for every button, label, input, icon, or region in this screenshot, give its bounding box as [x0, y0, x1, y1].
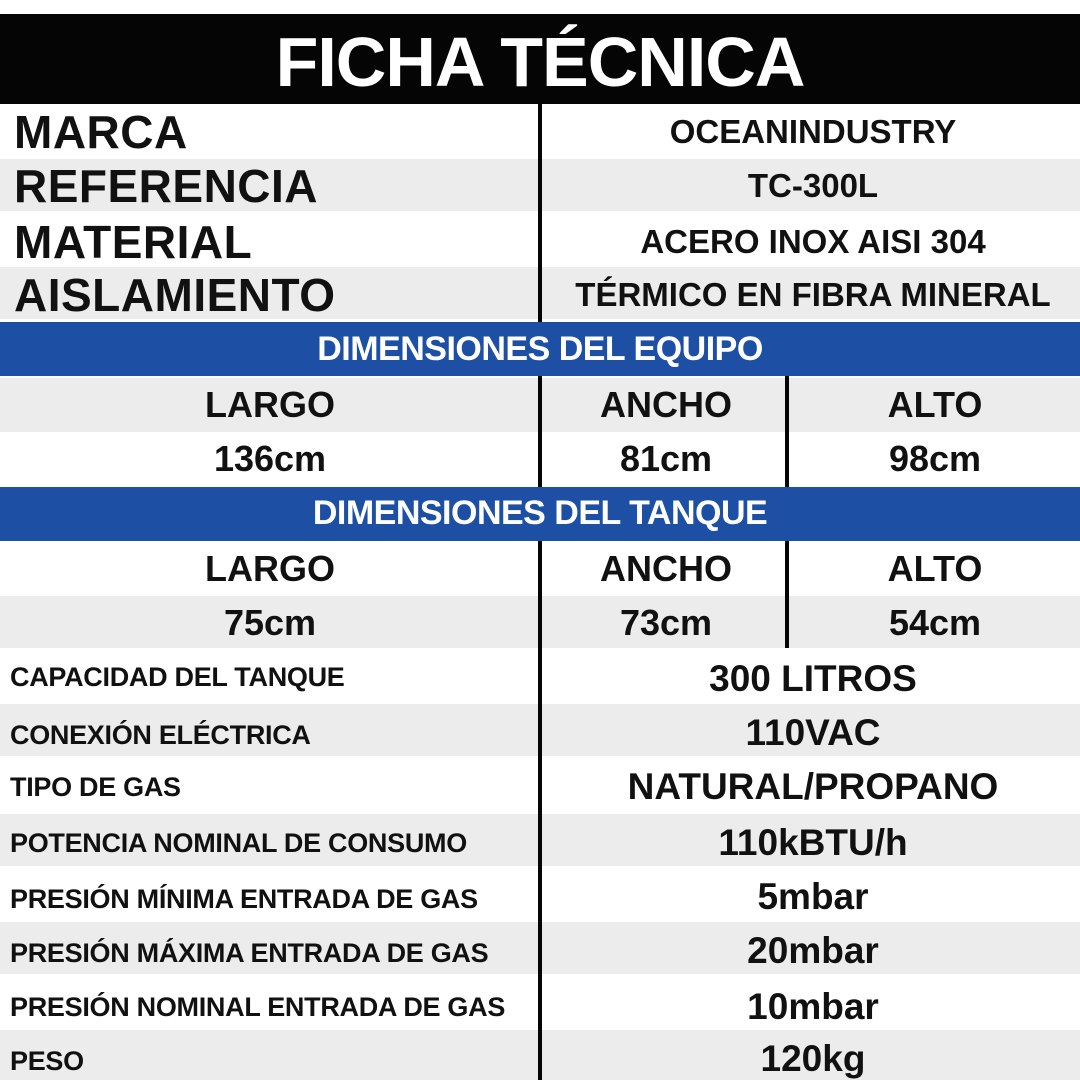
spec-label-conexion: CONEXIÓN ELÉCTRICA [10, 720, 311, 750]
tanque-header-largo: LARGO [205, 548, 335, 589]
spec-value-material: ACERO INOX AISI 304 [640, 223, 986, 260]
spec-value-presion-minima: 5mbar [757, 876, 869, 917]
spec-value-marca: OCEANINDUSTRY [669, 113, 957, 150]
column-divider [538, 541, 542, 1080]
tanque-value-alto: 54cm [888, 602, 982, 643]
spec-label-peso: PESO [10, 1046, 84, 1076]
spec-value-capacidad: 300 LITROS [709, 658, 917, 699]
spec-label-capacidad: CAPACIDAD DEL TANQUE [10, 662, 345, 692]
spec-value-referencia: TC-300L [747, 167, 879, 204]
spec-label-tipo-gas: TIPO DE GAS [10, 772, 181, 802]
equipo-header-largo: LARGO [205, 384, 335, 425]
equipo-header-ancho: ANCHO [600, 384, 732, 425]
page-title: FICHA TÉCNICA [0, 14, 1080, 104]
spec-value-peso: 120kg [760, 1038, 866, 1079]
section-heading-tanque: DIMENSIONES DEL TANQUE [0, 487, 1080, 541]
spec-value-conexion: 110VAC [745, 712, 881, 753]
spec-value-presion-nominal: 10mbar [747, 986, 879, 1027]
spec-value-aislamiento: TÉRMICO EN FIBRA MINERAL [575, 276, 1051, 313]
equipo-value-ancho: 81cm [619, 438, 713, 479]
spec-value-potencia: 110kBTU/h [718, 822, 908, 863]
tanque-header-alto: ALTO [887, 548, 983, 589]
section-heading-equipo: DIMENSIONES DEL EQUIPO [0, 322, 1080, 376]
tanque-value-ancho: 73cm [619, 602, 713, 643]
spec-label-marca: MARCA [14, 106, 188, 158]
spec-label-potencia: POTENCIA NOMINAL DE CONSUMO [10, 828, 467, 858]
spec-label-aislamiento: AISLAMIENTO [14, 269, 336, 321]
equipo-value-alto: 98cm [888, 438, 982, 479]
column-divider [538, 376, 542, 487]
spec-label-presion-nominal: PRESIÓN NOMINAL ENTRADA DE GAS [10, 992, 506, 1022]
tanque-header-ancho: ANCHO [600, 548, 732, 589]
spec-value-tipo-gas: NATURAL/PROPANO [627, 766, 999, 807]
column-divider [538, 104, 542, 322]
spec-label-material: MATERIAL [14, 216, 253, 268]
spec-label-presion-maxima: PRESIÓN MÁXIMA ENTRADA DE GAS [10, 938, 489, 968]
equipo-header-alto: ALTO [887, 384, 983, 425]
spec-value-presion-maxima: 20mbar [747, 930, 879, 971]
equipo-value-largo: 136cm [213, 438, 327, 479]
tanque-value-largo: 75cm [223, 602, 317, 643]
column-divider [785, 376, 789, 487]
spec-label-referencia: REFERENCIA [14, 160, 319, 212]
column-divider [785, 541, 789, 648]
spec-label-presion-minima: PRESIÓN MÍNIMA ENTRADA DE GAS [10, 884, 478, 914]
